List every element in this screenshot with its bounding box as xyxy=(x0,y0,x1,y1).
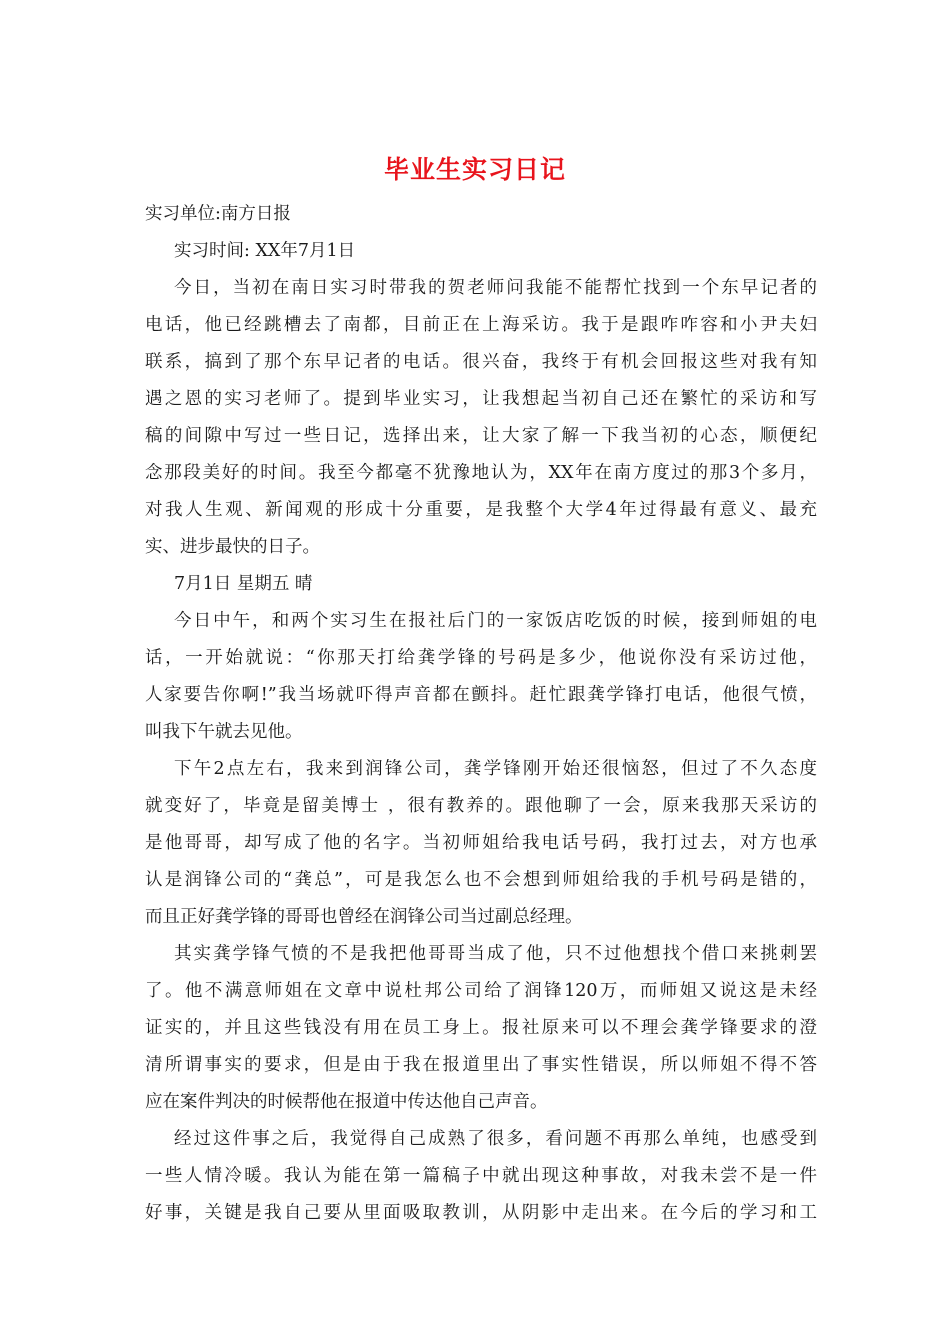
text-line: 话，一开始就说：“你那天打给龚学锋的号码是多少，他说你没有采访过他， xyxy=(145,648,817,668)
document-body xyxy=(145,196,817,1232)
text-line: 了。他不满意师姐在文章中说杜邦公司给了润锋120万，而师姐又说这是未经 xyxy=(145,981,817,1001)
text-line: 就变好了，毕竟是留美博士 ，很有教养的。跟他聊了一会，原来我那天采访的 xyxy=(145,796,817,816)
text-line: 念那段美好的时间。我至今都毫不犹豫地认为，XX年在南方度过的那3个多月， xyxy=(145,463,817,483)
text-line: 人家要告你啊!”我当场就吓得声音都在颤抖。赶忙跟龚学锋打电话，他很气愤， xyxy=(145,685,817,705)
text-line: 7月1日 星期五 晴 xyxy=(174,574,313,594)
text-line: 经过这件事之后，我觉得自己成熟了很多，看问题不再那么单纯，也感受到 xyxy=(174,1129,817,1149)
text-line: 其实龚学锋气愤的不是我把他哥哥当成了他，只不过他想找个借口来挑刺罢 xyxy=(174,944,817,964)
text-line: 好事，关键是我自己要从里面吸取教训，从阴影中走出来。在今后的学习和工 xyxy=(145,1203,817,1223)
text-line: 实习单位:南方日报 xyxy=(145,204,291,224)
text-line: 今日中午，和两个实习生在报社后门的一家饭店吃饭的时候，接到师姐的电 xyxy=(174,611,817,631)
text-line: 今日，当初在南日实习时带我的贺老师问我能不能帮忙找到一个东早记者的 xyxy=(174,278,817,298)
text-line: 而且正好龚学锋的哥哥也曾经在润锋公司当过副总经理。 xyxy=(145,907,583,927)
text-line: 电话，他已经跳槽去了南都，目前正在上海采访。我于是跟咋咋容和小尹夫妇 xyxy=(145,315,817,335)
text-line: 认是润锋公司的“龚总”，可是我怎么也不会想到师姐给我的手机号码是错的， xyxy=(145,870,817,890)
text-line: 下午2点左右，我来到润锋公司，龚学锋刚开始还很恼怒，但过了不久态度 xyxy=(174,759,817,779)
text-line: 遇之恩的实习老师了。提到毕业实习，让我想起当初自己还在繁忙的采访和写 xyxy=(145,389,817,409)
text-line: 联系，搞到了那个东早记者的电话。很兴奋，我终于有机会回报这些对我有知 xyxy=(145,352,817,372)
text-line: 实、进步最快的日子。 xyxy=(145,537,320,557)
text-line: 是他哥哥，却写成了他的名字。当初师姐给我电话号码，我打过去，对方也承 xyxy=(145,833,817,853)
text-line: 证实的，并且这些钱没有用在员工身上。报社原来可以不理会龚学锋要求的澄 xyxy=(145,1018,817,1038)
text-line: 叫我下午就去见他。 xyxy=(145,722,303,742)
text-line: 清所谓事实的要求，但是由于我在报道里出了事实性错误，所以师姐不得不答 xyxy=(145,1055,817,1075)
text-line: 对我人生观、新闻观的形成十分重要，是我整个大学4年过得最有意义、最充 xyxy=(145,500,817,520)
text-line: 实习时间: XX年7月1日 xyxy=(174,241,356,261)
text-line: 稿的间隙中写过一些日记，选择出来，让大家了解一下我当初的心态，顺便纪 xyxy=(145,426,817,446)
document-title: 毕业生实习日记 xyxy=(383,155,566,184)
text-line: 一些人情冷暖。我认为能在第一篇稿子中就出现这种事故，对我未尝不是一件 xyxy=(145,1166,817,1186)
text-line: 应在案件判决的时候帮他在报道中传达他自己声音。 xyxy=(145,1092,548,1112)
